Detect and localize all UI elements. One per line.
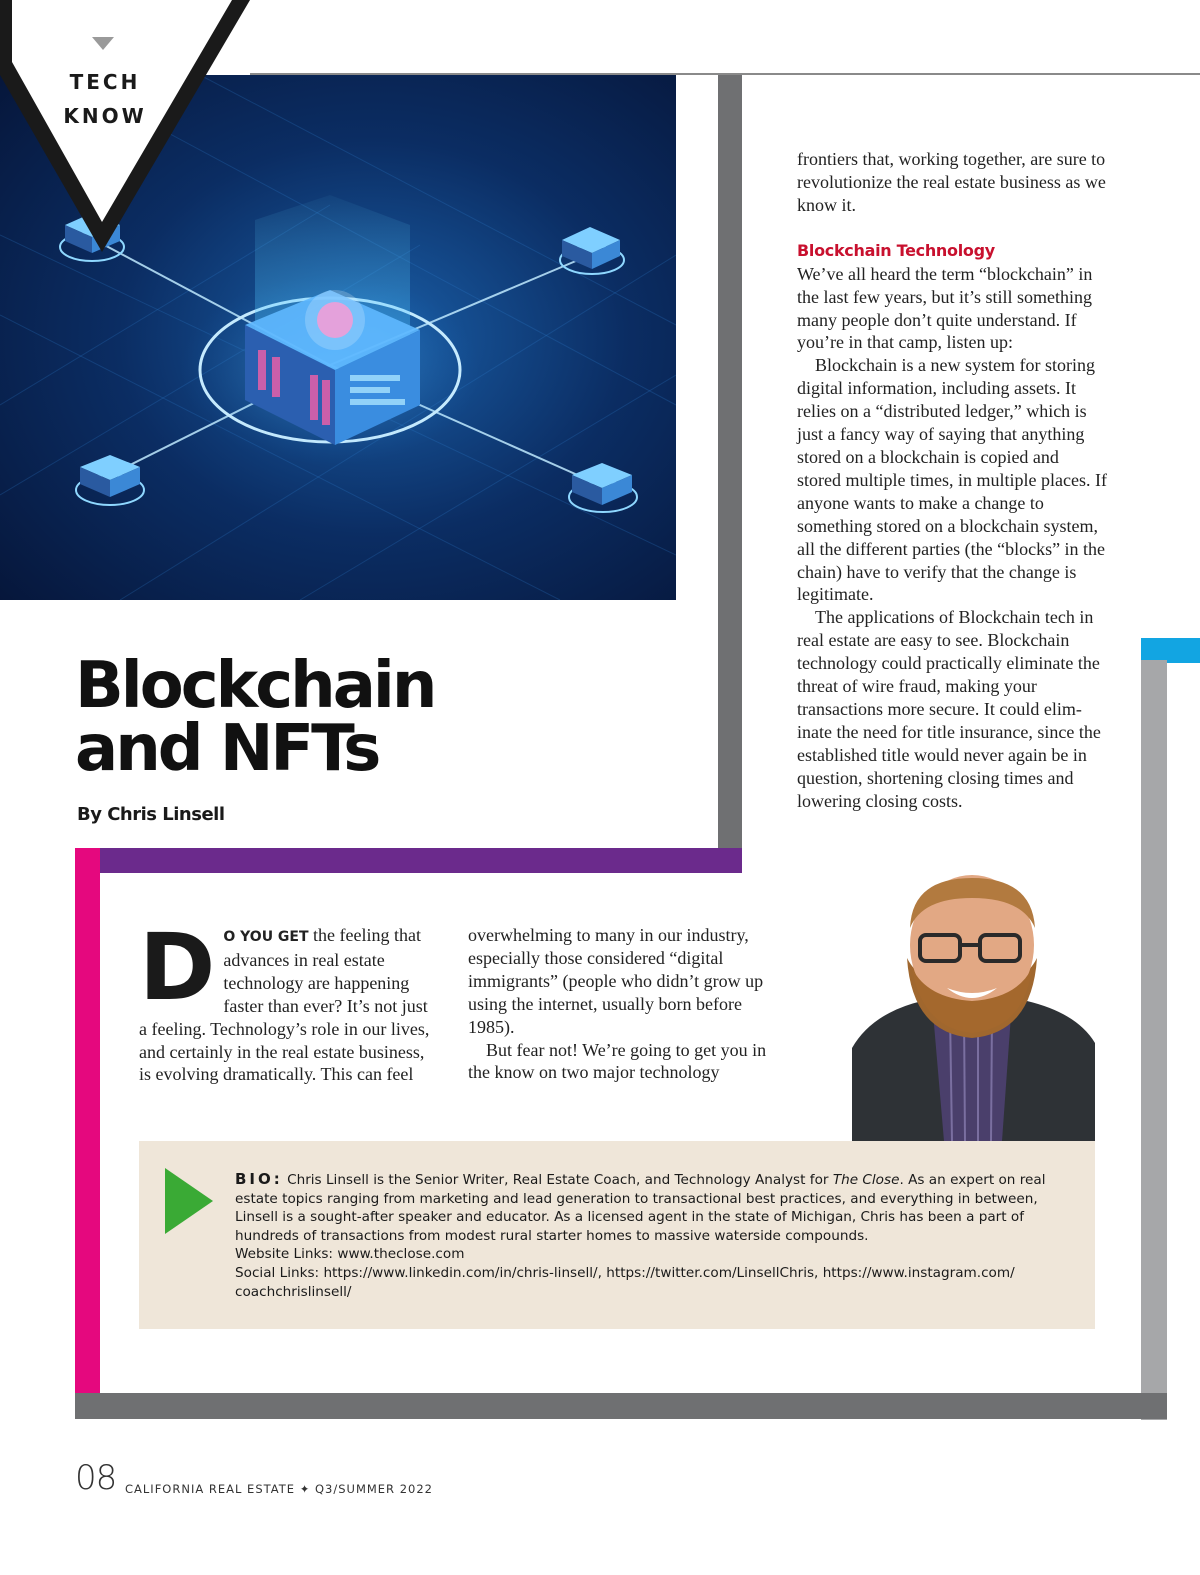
footer-publication: [125, 1482, 433, 1496]
bio-label: BIO:: [235, 1170, 283, 1188]
frame-vertical-left: [718, 75, 742, 873]
title-line-2: and NFTs: [75, 712, 379, 786]
footer-issue: Q3/SUMMER 2022: [314, 1482, 433, 1496]
bio-text: [235, 1170, 1075, 1301]
subhead-blockchain: Blockchain Technology: [797, 240, 995, 260]
badge-line-2: KNOW: [63, 104, 147, 128]
intro-b-paragraph-1: overwhelming to many in our industry, especially those considered “digital immigrants” (people who didn’t grow up using the internet, usually born before 1985).: [468, 925, 764, 1037]
purple-bar: [75, 848, 742, 873]
bio-text-after: . As an expert on real estate topics ranging from marketing and lead generation to transactional best practices, and everything in between, Linsell is a sought-after speaker and educator. As a licensed agent in the state of Michigan, Chris has been a part of hundreds of transactions from modest rural starter homes to massive waterside compounds.: [235, 1172, 1046, 1244]
intro-text-a: the feeling that advances in real estate technology are happening faster than ever? It’s not just a feeling. Technology’s role in our lives, and certainly in the real estate business, is evolving dramatically. This can feel: [139, 925, 430, 1085]
tech-know-badge: [0, 0, 260, 260]
play-arrow-icon: [165, 1168, 213, 1238]
title-line-1: Blockchain: [75, 649, 435, 723]
byline: By Chris Linsell: [77, 804, 225, 825]
magenta-bar: [75, 848, 100, 1419]
bio-publication: The Close: [832, 1172, 900, 1188]
bio-website: Website Links: www.theclose.com: [235, 1246, 465, 1263]
footer-separator: ✦: [299, 1482, 311, 1496]
badge-line-1: TECH: [69, 70, 141, 94]
intro-b-paragraph-2: But fear not! We’re going to get you in the know on two major technology: [468, 1039, 767, 1083]
drop-cap: D: [139, 914, 216, 1021]
frame-bottom: [75, 1393, 1167, 1419]
article-title: [75, 649, 715, 786]
footer-publication-name: CALIFORNIA REAL ESTATE: [125, 1482, 296, 1496]
right-paragraph-3: The applications of Blockchain tech in real estate are easy to see. Blockchain technology could practically eliminate the threat of wire fraud, making your transactions more secure. It could elim-inate the need for title insurance, since the established title would never again be in question, shortening closing times and lowering closing costs.: [797, 607, 1101, 811]
right-paragraph-2: Blockchain is a new system for storing digital information, including assets. It relies on a “distributed ledger,” which is just a fancy way of saying that anything stored on a blockchain is copied and stored multiple times, in multiple places. If anyone wants to make a change to something stored on a blockchain system, all the different parties (the “blocks” in the chain) have to verify that the change is legitimate.: [797, 355, 1107, 605]
bio-social: Social Links: https://www.linkedin.com/in/chris-linsell/, https://twitter.com/LinsellChris, https://www.instagram.com/ coachchrislinsell/: [235, 1264, 1015, 1300]
bio-text-before: Chris Linsell is the Senior Writer, Real Estate Coach, and Technology Analyst for: [282, 1172, 833, 1188]
intro-column-b: [468, 924, 768, 1084]
frame-vertical-right: [1141, 660, 1167, 1420]
right-column: [797, 148, 1107, 812]
right-paragraph-1: We’ve all heard the term “blockchain” in the last few years, but it’s still something many people don’t quite understand. If you’re in that camp, listen up:: [797, 263, 1093, 353]
intro-column-a: [139, 914, 439, 1086]
right-intro: frontiers that, working together, are sure to revolutionize the real estate business as we know it.: [797, 149, 1106, 215]
page-number: 08: [75, 1458, 117, 1498]
author-photo: [852, 873, 1095, 1141]
lead-in: O YOU GET: [223, 929, 309, 945]
